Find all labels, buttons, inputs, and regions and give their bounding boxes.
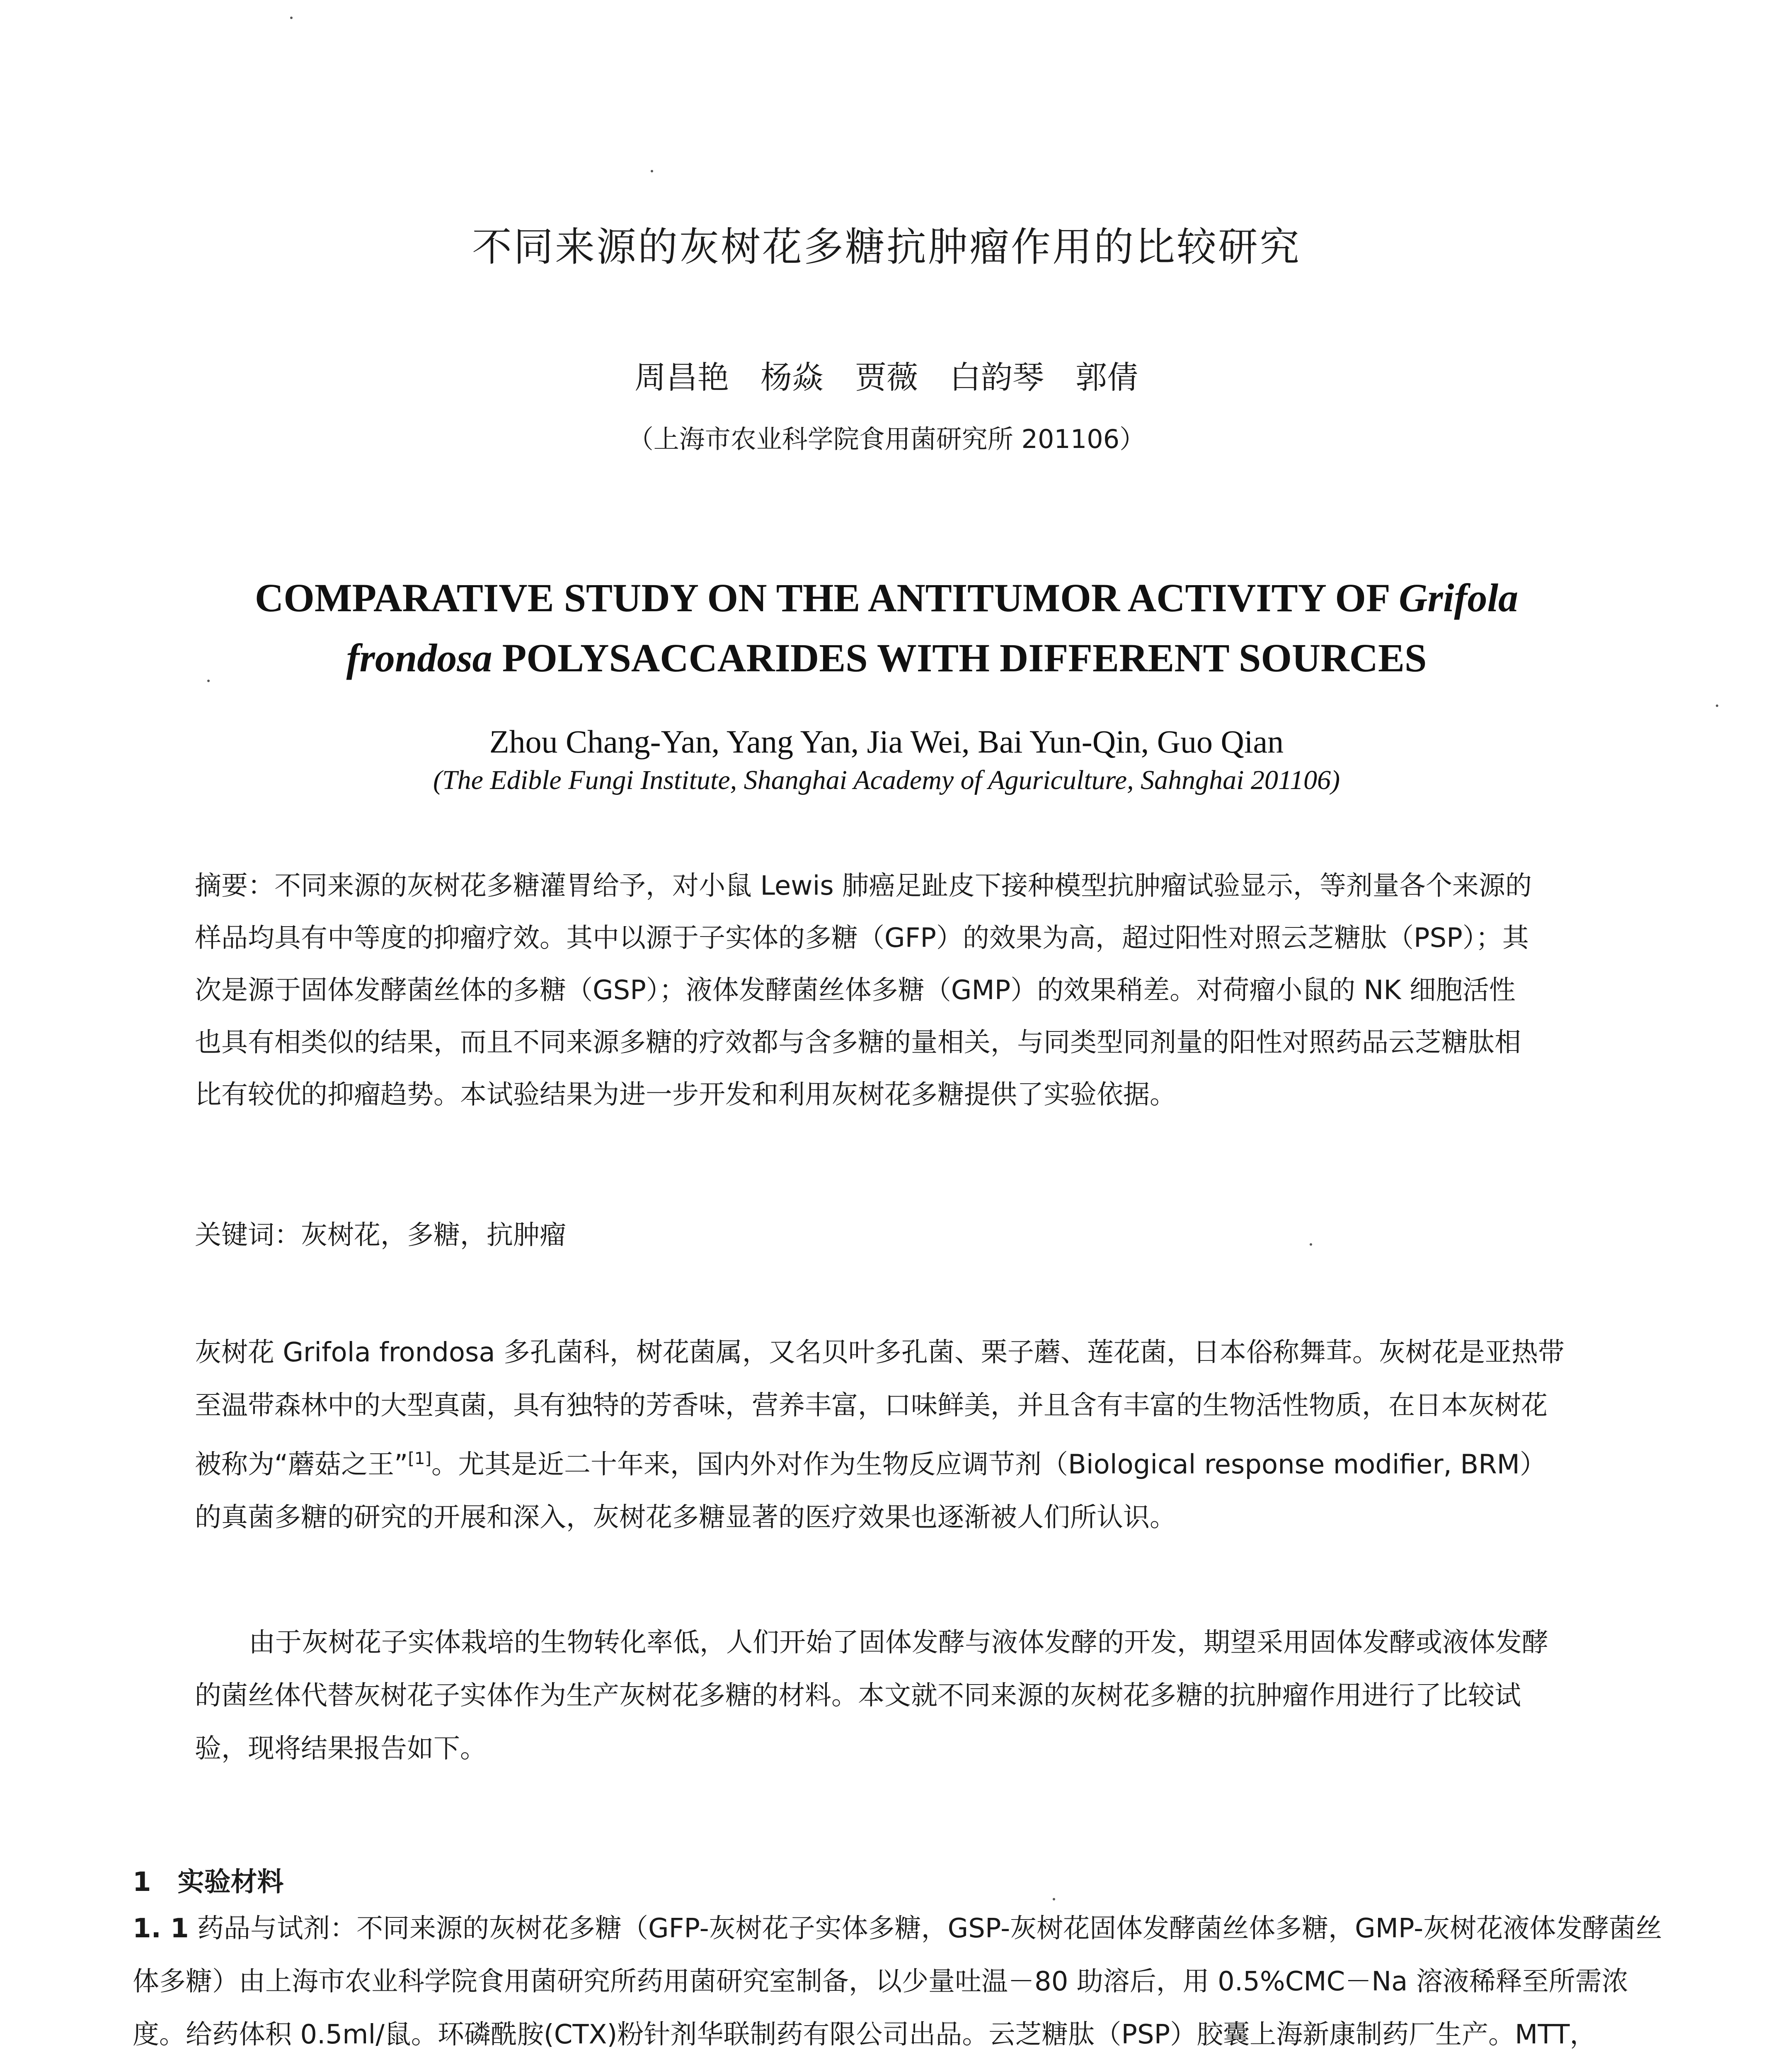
keywords: 关键词：灰树花，多糖，抗肿瘤 (195, 1220, 566, 1251)
chinese-title: 不同来源的灰树花多糖抗肿瘤作用的比较研究 (472, 224, 1301, 270)
intro-p1-text-b: 。尤其是近二十年来，国内外对作为生物反应调节剂（Biological response modifier, BRM）的真菌多糖的研究的开展和深入，灰树花多糖显著的医疗效果也逐渐被人们所认识。 (195, 1449, 1546, 1533)
english-title (0, 568, 1773, 688)
english-authors: Zhou Chang-Yan, Yang Yan, Jia Wei, Bai Yun-Qin, Guo Qian (489, 724, 1284, 760)
english-title-species: frondosa (346, 636, 492, 680)
scan-speck (207, 680, 210, 682)
subsection-1-1-number: 1. 1 (133, 1913, 189, 1944)
scan-speck (651, 170, 653, 172)
scan-speck (290, 17, 293, 19)
chinese-affiliation: （上海市农业科学院食用菌研究所 201106） (627, 424, 1146, 454)
intro-p1-text-a: 灰树花 Grifola frondosa 多孔菌科，树花菌属，又名贝叶多孔菌、栗子蘑、莲花菌，日本俗称舞茸。灰树花是亚热带至温带森林中的大型真菌，具有独特的芳香味，营养丰富，口味鲜美，并且含有丰富的生物活性物质，在日本灰树花被称为“蘑菇之王” (195, 1337, 1565, 1480)
subsection-1-1-text: 药品与试剂：不同来源的灰树花多糖（GFP-灰树花子实体多糖，GSP-灰树花固体发酵菌丝体多糖，GMP-灰树花液体发酵菌丝体多糖）由上海市农业科学院食用菌研究所药用菌研究室制备，以少量吐温－80 助溶后，用 0.5%CMC－Na 溶液稀释至所需浓度。给药体积 0.5ml/鼠。环磷酰胺(CTX)粉针剂华联制药有限公司出品。云芝糖肽（PSP）胶囊上海新康制药厂生产。MTT， (133, 1913, 1662, 2050)
english-title-line2: POLYSACCARIDES WITH DIFFERENT SOURCES (492, 636, 1427, 680)
section-heading: 1 实验材料 (133, 1867, 284, 1898)
intro-paragraph-2: 由于灰树花子实体栽培的生物转化率低，人们开始了固体发酵与液体发酵的开发，期望采用固体发酵或液体发酵的菌丝体代替灰树花子实体作为生产灰树花多糖的材料。本文就不同来源的灰树花多糖的抗肿瘤作用进行了比较试验，现将结果报告如下。 (195, 1627, 1548, 1764)
english-title-genus: Grifola (1399, 576, 1519, 620)
citation-ref: [1] (408, 1449, 431, 1468)
chinese-authors: 周昌艳 杨焱 贾薇 白韵琴 郭倩 (635, 359, 1138, 396)
subsection-1-1 (133, 1902, 1666, 2072)
english-affiliation: (The Edible Fungi Institute, Shanghai Academy of Aguriculture, Sahnghai 201106) (433, 765, 1340, 795)
scan-speck (1053, 1898, 1055, 1900)
intro-paragraph-1 (195, 1326, 1571, 1544)
abstract: 摘要：不同来源的灰树花多糖灌胃给予，对小鼠 Lewis 肺癌足趾皮下接种模型抗肿瘤试验显示，等剂量各个来源的样品均具有中等度的抑瘤疗效。其中以源于子实体的多糖（GFP）的效果为高，超过阳性对照云芝糖肽（PSP）；其次是源于固体发酵菌丝体的多糖（GSP）；液体发酵菌丝体多糖（GMP）的效果稍差。对荷瘤小鼠的 NK 细胞活性也具有相类似的结果，而且不同来源多糖的疗效都与含多糖的量相关，与同类型同剂量的阳性对照药品云芝糖肽相比有较优的抑瘤趋势。本试验结果为进一步开发和利用灰树花多糖提供了实验依据。 (195, 871, 1532, 1110)
scan-speck (1310, 1243, 1312, 1246)
english-title-line1: COMPARATIVE STUDY ON THE ANTITUMOR ACTIVITY OF (254, 576, 1399, 620)
scan-speck (1716, 704, 1718, 707)
